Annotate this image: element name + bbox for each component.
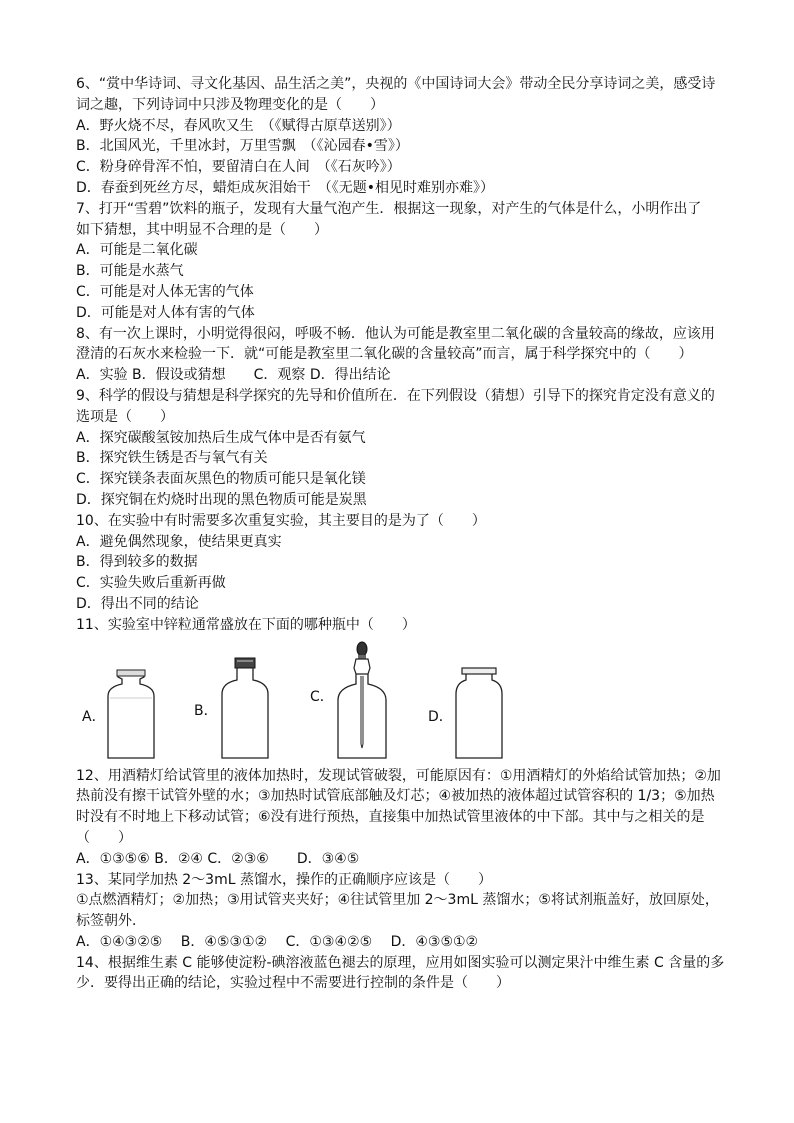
q13-steps-line2: 标签朝外． [76, 913, 146, 930]
q10-option-b: B．得到较多的数据 [76, 554, 198, 571]
q11-bottle-figure [76, 642, 726, 766]
q7-stem-line1: 7、打开“雪碧”饮料的瓶子，发现有大量气泡产生．根据这一现象，对产生的气体是什么，小明作出了 [76, 200, 702, 217]
q6-option-a: A．野火烧不尽，春风吹又生 （《赋得古原草送别》） [76, 117, 401, 134]
q10-option-a: A．避免偶然现象，使结果更真实 [76, 533, 282, 550]
q6-option-d: D．春蚕到死丝方尽，蜡炬成灰泪始干 （《无题•相见时难别亦难》） [76, 179, 495, 196]
q10-stem: 10、在实验中有时需要多次重复实验，其主要目的是为了（ ） [76, 512, 486, 529]
q9-option-b: B．探究铁生锈是否与氧气有关 [76, 450, 268, 467]
question-page [76, 74, 726, 994]
q14-stem-line1: 14、根据维生素 C 能够使淀粉-碘溶液蓝色褪去的原理，应用如图实验可以测定果汁中维生素 C 含量的多 [76, 954, 725, 971]
q6-option-b: B．北国风光，千里冰封，万里雪飘 （《沁园春•雪》） [76, 138, 409, 155]
bottle-c-label: C． [310, 688, 334, 705]
q14-stem-line2: 少．要得出正确的结论，实验过程中不需要进行控制的条件是（ ） [76, 975, 510, 992]
q8-options: A．实验 B．假设或猜想 C．观察 D．得出结论 [76, 367, 391, 384]
q9-stem-line2: 选项是（ ） [76, 408, 174, 425]
bottle-d-label: D． [428, 708, 453, 725]
q8-stem-line1: 8、有一次上课时，小明觉得很闷，呼吸不畅．他认为可能是教室里二氧化碳的含量较高的缘故，应该用 [76, 325, 715, 342]
q9-option-c: C．探究镁条表面灰黑色的物质可能只是氧化镁 [76, 471, 366, 488]
q7-option-d: D．可能是对人体有害的气体 [76, 304, 255, 321]
wide-mouth-jar-icon [452, 666, 506, 760]
q13-stem: 13、某同学加热 2～3mL 蒸馏水，操作的正确顺序应该是（ ） [76, 871, 492, 888]
q10-option-c: C．实验失败后重新再做 [76, 575, 226, 592]
q7-option-c: C．可能是对人体无害的气体 [76, 283, 254, 300]
q12-stem-line4: （ ） [76, 829, 132, 846]
q12-stem-line1: 12、用酒精灯给试管里的液体加热时，发现试管破裂，可能原因有：①用酒精灯的外焰给试管加热；②加 [76, 767, 721, 784]
q12-stem-line2: 热前没有擦干试管外壁的水；③加热时试管底部触及灯芯；④被加热的液体超过试管容积的 1/3；⑤加热 [76, 788, 715, 805]
q7-option-a: A．可能是二氧化碳 [76, 242, 198, 259]
q9-stem-line1: 9、科学的假设与猜想是科学探究的先导和价值所在．在下列假设（猜想）引导下的探究肯定没有意义的 [76, 387, 715, 404]
wide-mouth-bottle-icon [104, 668, 158, 760]
q9-option-d: D．探究铜在灼烧时出现的黑色物质可能是炭黑 [76, 491, 367, 508]
q7-option-b: B．可能是水蒸气 [76, 263, 184, 280]
q12-stem-line3: 时没有不时地上下移动试管；⑥没有进行预热，直接集中加热试管里液体的中下部。其中与之相关的是 [76, 809, 705, 826]
q9-option-a: A．探究碳酸氢铵加热后生成气体中是否有氨气 [76, 429, 366, 446]
q13-steps-line1: ①点燃酒精灯；②加热；③用试管夹夹好；④往试管里加 2～3mL 蒸馏水；⑤将试剂瓶盖好，放回原处， [76, 892, 719, 909]
q11-stem: 11、实验室中锌粒通常盛放在下面的哪种瓶中（ ） [76, 616, 416, 633]
q12-options: A．①③⑤⑥ B．②④ C．②③⑥ D．③④⑤ [76, 850, 360, 867]
q6-stem-line1: 6、“赏中华诗词、寻文化基因、品生活之美”，央视的《中国诗词大会》带动全民分享诗词之美，感受诗 [76, 76, 716, 92]
narrow-mouth-bottle-icon [218, 656, 272, 760]
bottle-b-label: B． [194, 702, 218, 719]
q13-options: A．①④③②⑤ B．④⑤③①② C．①③④②⑤ D．④③⑤①② [76, 933, 479, 950]
q8-stem-line2: 澄清的石灰水来检验一下．就“可能是教室里二氧化碳的含量较高”而言，属于科学探究中的（ ） [76, 346, 693, 363]
q6-option-c: C．粉身碎骨浑不怕，要留清白在人间 （《石灰吟》） [76, 159, 401, 176]
bottle-a-label: A． [82, 708, 106, 725]
dropper-bottle-icon [334, 640, 390, 760]
q10-option-d: D．得出不同的结论 [76, 595, 199, 612]
q6-stem-line2: 词之趣，下列诗词中只涉及物理变化的是（ ） [76, 96, 384, 113]
q7-stem-line2: 如下猜想，其中明显不合理的是（ ） [76, 221, 328, 238]
